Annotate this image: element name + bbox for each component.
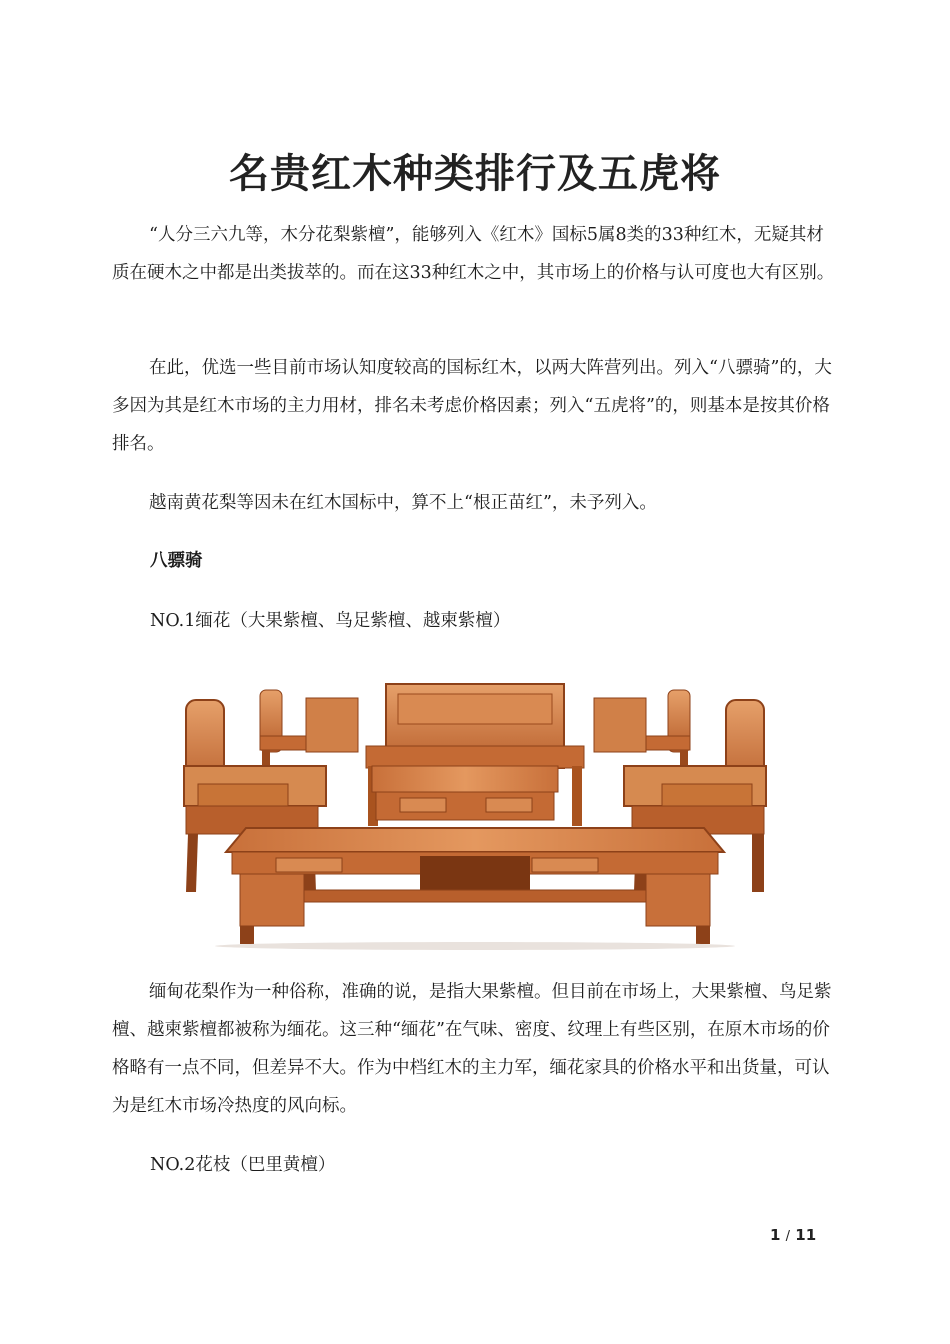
page-current: 1: [770, 1226, 781, 1244]
middle-table: [372, 766, 558, 820]
page-separator: /: [785, 1229, 791, 1244]
section-heading: 八骠骑: [150, 551, 203, 571]
item-title-2: NO.2花枝（巴里黄檀）: [150, 1155, 336, 1175]
document-title: 名贵红木种类排行及五虎将: [229, 151, 721, 197]
intro-paragraph: “人分三六九等，木分花梨紫檀”，能够列入《红木》国标5属8类的33种红木，无疑其材质在硬木之中都是出类拔萃的。而在这33种红木之中，其市场上的价格与认可度也大有区别。: [112, 225, 835, 283]
item-title-1: NO.1缅花（大果紫檀、鸟足紫檀、越柬紫檀）: [150, 611, 511, 631]
page-total: 11: [795, 1226, 817, 1244]
furniture-photo: [176, 676, 774, 952]
exclusion-paragraph: 越南黄花梨等因未在红木国标中，算不上“根正苗红”，未予列入。: [149, 493, 657, 513]
selection-paragraph: 在此，优选一些目前市场认知度较高的国标红木，以两大阵营列出。列入“八骠骑”的，大多因为其是红木市场的主力用材，排名未考虑价格因素；列入“五虎将”的，则基本是按其价格排名。: [112, 358, 832, 454]
item-description-1: 缅甸花梨作为一种俗称，准确的说，是指大果紫檀。但目前在市场上，大果紫檀、鸟足紫檀、越柬紫檀都被称为缅花。这三种“缅花”在气味、密度、纹理上有些区别，在原木市场的价格略有一点不同，但差异不大。作为中档红木的主力军，缅花家具的价格水平和出货量，可认为是红木市场冷热度的风向标。: [112, 982, 832, 1116]
page-number: [770, 1226, 816, 1244]
coffee-table: [215, 828, 735, 950]
